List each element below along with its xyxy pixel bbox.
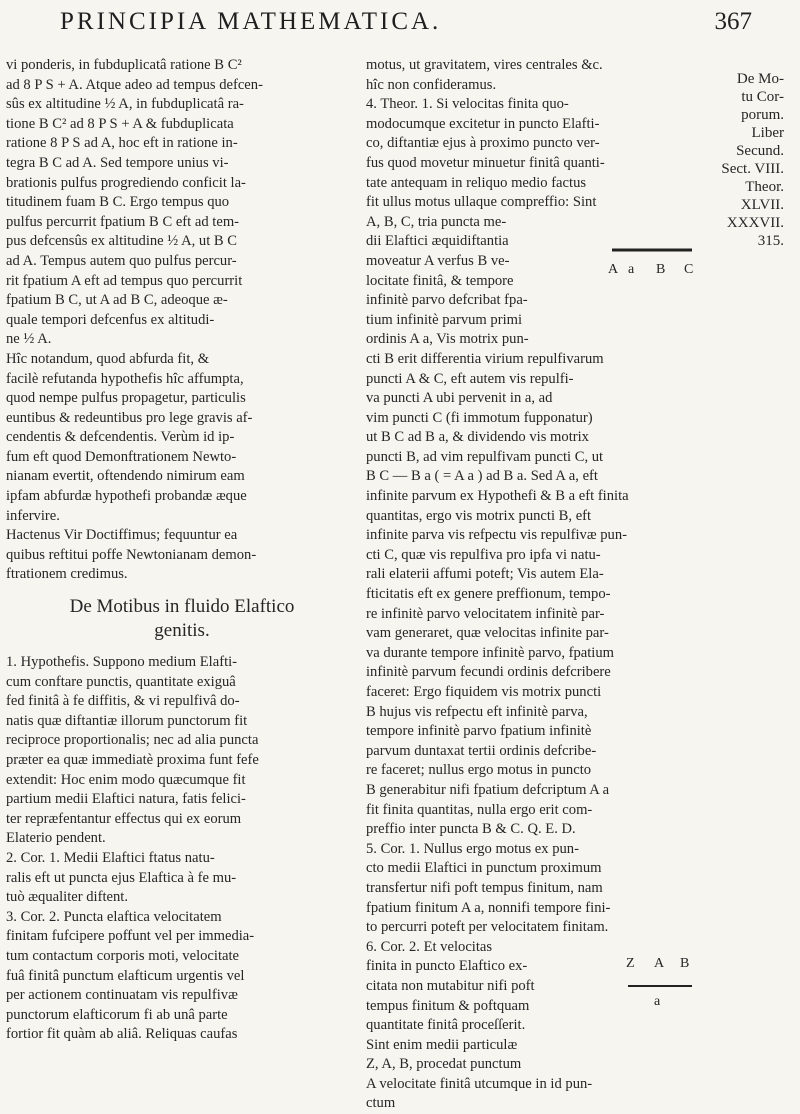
text-line: fit ullus motus ullaque compreffio: Sint — [366, 194, 597, 211]
section-heading-line: De Motibus in fluido Elaftico — [69, 596, 295, 618]
text-line: ftrationem credimus. — [6, 566, 128, 583]
diagram-label: C — [684, 262, 694, 277]
margin-note: Liber — [751, 125, 784, 141]
running-title: PRINCIPIA MATHEMATICA. — [60, 8, 442, 35]
text-line: cti B erit differentia virium repulfivarum — [366, 350, 604, 367]
text-line: Z, A, B, procedat punctum — [366, 1056, 522, 1073]
text-line: hîc non confideramus. — [366, 76, 497, 93]
text-line: ratione 8 P S ad A, hoc eft in ratione in- — [6, 135, 238, 152]
text-line: brationis pulfus progrediendo conficit la- — [6, 174, 246, 191]
text-line: tempore infinitè parvo fpatium infinitè — [366, 723, 592, 740]
text-line: 5. Cor. 1. Nullus ergo motus ex pun- — [366, 840, 579, 857]
text-line: punctorum elafticorum fi ab unâ parte — [6, 1006, 228, 1023]
text-line: rit fpatium A eft ad tempus quo percurrit — [6, 272, 243, 289]
margin-note: porum. — [741, 107, 784, 123]
text-line: infinitè parvo defcribat fpa- — [366, 292, 528, 309]
text-line: ad A. Tempus autem quo pulfus percur- — [6, 252, 237, 269]
text-line: tate antequam in reliquo medio factus — [366, 174, 587, 191]
text-line: co, diftantiæ ejus à proximo puncto ver- — [366, 135, 600, 152]
section-heading — [6, 595, 358, 643]
text-line: moveatur A verfus B ve- — [366, 252, 510, 269]
text-line: tegra B C ad A. Sed tempore unius vi- — [6, 154, 229, 171]
text-line: 4. Theor. 1. Si velocitas finita quo- — [366, 96, 569, 113]
text-line: B generabitur nifi fpatium defcriptum A a — [366, 781, 610, 798]
text-line: infinitè parvum fecundi ordinis defcribere — [366, 664, 611, 681]
margin-notes — [700, 70, 800, 250]
text-line: B C — B a ( = A a ) ad B a. Sed A a, eft — [366, 468, 598, 485]
text-line: vim puncti C (fi immotum fupponatur) — [366, 409, 593, 426]
diagram-label: B — [656, 262, 666, 277]
text-line: ut B C ad B a, & dividendo vis motrix — [366, 429, 589, 446]
text-line: faceret: Ergo fiquidem vis motrix puncti — [366, 684, 602, 700]
text-line: tium infinitè parvum primi — [366, 311, 523, 328]
text-line: va puncti A ubi pervenit in a, ad — [366, 390, 553, 407]
points-diagram-zab — [626, 956, 696, 1016]
text-line: ad 8 P S + A. Atque adeo ad tempus defcen- — [6, 76, 263, 93]
page-header — [60, 8, 800, 48]
text-line: præter ea quæ immediatè proxima funt fefe — [6, 752, 259, 768]
text-line: facilè refutanda hypothefis hîc affumpta, — [6, 370, 244, 387]
text-line: partium medii Elaftici natura, fatis felici- — [6, 791, 246, 808]
margin-note: Secund. — [736, 143, 784, 159]
text-line: quantitas, ergo vis motrix puncti B, eft — [366, 507, 592, 524]
margin-note: Sect. VIII. — [721, 161, 784, 177]
text-line: locitate finitâ, & tempore — [366, 272, 514, 289]
text-line: per actionem continuatam vis repulfivæ — [6, 987, 238, 1004]
text-line: puncti A & C, eft autem vis repulfi- — [366, 370, 574, 387]
text-line: fpatium finitum A a, nonnifi tempore fini- — [366, 899, 611, 916]
text-line: re infinitè parvo velocitatem infinitè par- — [366, 605, 605, 622]
text-line: ralis eft ut puncta ejus Elaftica à fe mu- — [6, 869, 237, 886]
text-line: pulfus percurrit fpatium B C eft ad tem- — [6, 213, 240, 230]
text-line: cto medii Elaftici in punctum proximum — [366, 860, 602, 877]
diagram-label: A — [608, 262, 619, 277]
text-line: Elaterio pendent. — [6, 830, 106, 847]
points-diagram-abc — [606, 236, 696, 286]
text-line: modocumque excitetur in puncto Elafti- — [366, 115, 600, 132]
text-line: tuò æqualiter diftent. — [6, 889, 128, 906]
diagram-label: a — [654, 994, 661, 1009]
text-line: quale tempori defcenfus ex altitudi- — [6, 311, 215, 328]
text-line: B hujus vis refpectu eft infinitè parva, — [366, 703, 588, 720]
text-line: tum contactum corporis moti, velocitate — [6, 947, 240, 964]
text-line: tempus finitum & poftquam — [366, 997, 530, 1014]
text-line: citata non mutabitur nifi poft — [366, 977, 535, 994]
text-line: cendentis & defcendentis. Verùm id ip- — [6, 429, 235, 446]
margin-note: De Mo- — [736, 71, 784, 87]
text-line: pus defcensûs ex altitudine ½ A, ut B C — [6, 233, 238, 250]
text-line: 6. Cor. 2. Et velocitas — [366, 938, 493, 955]
text-line: transfertur nifi poft tempus finitum, nam — [366, 879, 603, 896]
text-line: nianam evertit, oftendendo nimirum eam — [6, 468, 245, 485]
points-line — [626, 976, 696, 996]
text-line: 3. Cor. 2. Puncta elaftica velocitatem — [6, 908, 222, 925]
margin-note: tu Cor- — [741, 89, 784, 105]
text-line: vi ponderis, in fubduplicatâ ratione B C² — [6, 57, 242, 73]
points-line — [606, 236, 696, 286]
section-heading-line: genitis. — [154, 620, 210, 642]
text-line: ne ½ A. — [6, 331, 52, 348]
text-line: A velocitate finitâ utcumque in id pun- — [366, 1075, 593, 1092]
text-line: rali elaterii affumi poteft; Vis autem Ela- — [366, 566, 604, 583]
text-line: to percurri poteft per velocitatem finitam. — [366, 919, 609, 936]
text-line: finitam fufcipere poffunt vel per immedia- — [6, 928, 255, 945]
text-line: puncti B, ad vim repulfivam puncti C, ut — [366, 448, 604, 465]
text-line: fum eft quod Demonftrationem Newto- — [6, 448, 237, 465]
text-line: extendit: Hoc enim modo quæcumque fit — [6, 771, 246, 788]
text-line: infinite parvum ex Hypothefi & B a eft finita — [366, 488, 629, 505]
text-line: quibus reftitui poffe Newtonianam demon- — [6, 546, 257, 563]
text-line: ipfam abfurdæ hypothefi probandæ æque — [6, 488, 247, 505]
text-line: fticitatis eft ex genere preffionum, tempo- — [366, 586, 611, 603]
text-line: tione B C² ad 8 P S + A & fubduplicata — [6, 115, 234, 132]
text-line: finita in puncto Elaftico ex- — [366, 958, 528, 975]
text-line: fed finitâ à fe diffitis, & vi repulfivâ do- — [6, 693, 240, 710]
text-line: re faceret; nullus ergo motus in puncto — [366, 762, 592, 779]
text-line: motus, ut gravitatem, vires centrales &c. — [366, 57, 603, 73]
margin-note: Theor. — [745, 179, 784, 195]
text-line: ctum — [366, 1095, 396, 1112]
text-line: parvum duntaxat tertii ordinis defcribe- — [366, 742, 597, 759]
text-line: Hactenus Vir Doctiffimus; fequuntur ea — [6, 527, 238, 544]
text-line: A, B, C, tria puncta me- — [366, 213, 507, 230]
text-line: Hîc notandum, quod abfurda fit, & — [6, 350, 210, 367]
text-line: sûs ex altitudine ½ A, in fubduplicatâ ra- — [6, 96, 244, 113]
text-line: fpatium B C, ut A ad B C, adeoque æ- — [6, 292, 228, 309]
text-line: ordinis A a, Vis motrix pun- — [366, 331, 529, 348]
diagram-label: B — [680, 956, 690, 971]
text-line: vam generaret, quæ velocitas infinite par- — [366, 625, 609, 642]
text-line: cum conftare punctis, quantitate exiguâ — [6, 673, 236, 690]
text-line: 2. Cor. 1. Medii Elaftici ftatus natu- — [6, 849, 215, 866]
text-line: 1. Hypothefis. Suppono medium Elafti- — [6, 654, 238, 671]
text-line: ter repræfentantur effectus qui ex eorum — [6, 810, 242, 827]
text-line: Sint enim medii particulæ — [366, 1036, 518, 1053]
text-line: infinite parva vis refpectu vis repulfivæ pun- — [366, 527, 627, 544]
margin-note: XLVII. — [740, 197, 784, 213]
text-line: infervire. — [6, 507, 60, 524]
margin-note: 315. — [757, 233, 784, 249]
diagram-label: Z — [626, 956, 635, 971]
text-line: preffio inter puncta B & C. Q. E. D. — [366, 821, 576, 838]
left-column — [6, 56, 358, 1045]
text-line: fuâ finitâ punctum elafticum urgentis vel — [6, 967, 245, 984]
diagram-label: a — [628, 262, 635, 277]
margin-note: XXXVII. — [726, 215, 784, 231]
page-number: 367 — [714, 8, 752, 35]
text-line: fus quod movetur minuetur finitâ quanti- — [366, 154, 605, 171]
text-line: cti C, quæ vis repulfiva pro ipfa vi natu- — [366, 546, 601, 563]
text-line: fortior fit quàm ab aliâ. Reliquas caufas — [6, 1026, 238, 1043]
text-line: reciproce proportionalis; nec ad alia puncta — [6, 732, 259, 749]
diagram-label: A — [654, 956, 665, 971]
text-line: titudinem fuam B C. Ergo tempus quo — [6, 194, 230, 211]
text-line: va durante tempore infinitè parvo, fpatium — [366, 644, 615, 661]
text-line: dii Elaftici æquidiftantia — [366, 233, 509, 250]
text-line: euntibus & redeuntibus pro lege gravis af- — [6, 409, 253, 426]
text-line: quod nempe pulfus propagetur, particulis — [6, 390, 246, 407]
text-line: natis quæ diftantiæ illorum punctorum fit — [6, 712, 248, 729]
text-line: fit finita quantitas, nulla ergo erit com- — [366, 801, 593, 818]
text-line: quantitate finitâ proceſſerit. — [366, 1017, 526, 1034]
